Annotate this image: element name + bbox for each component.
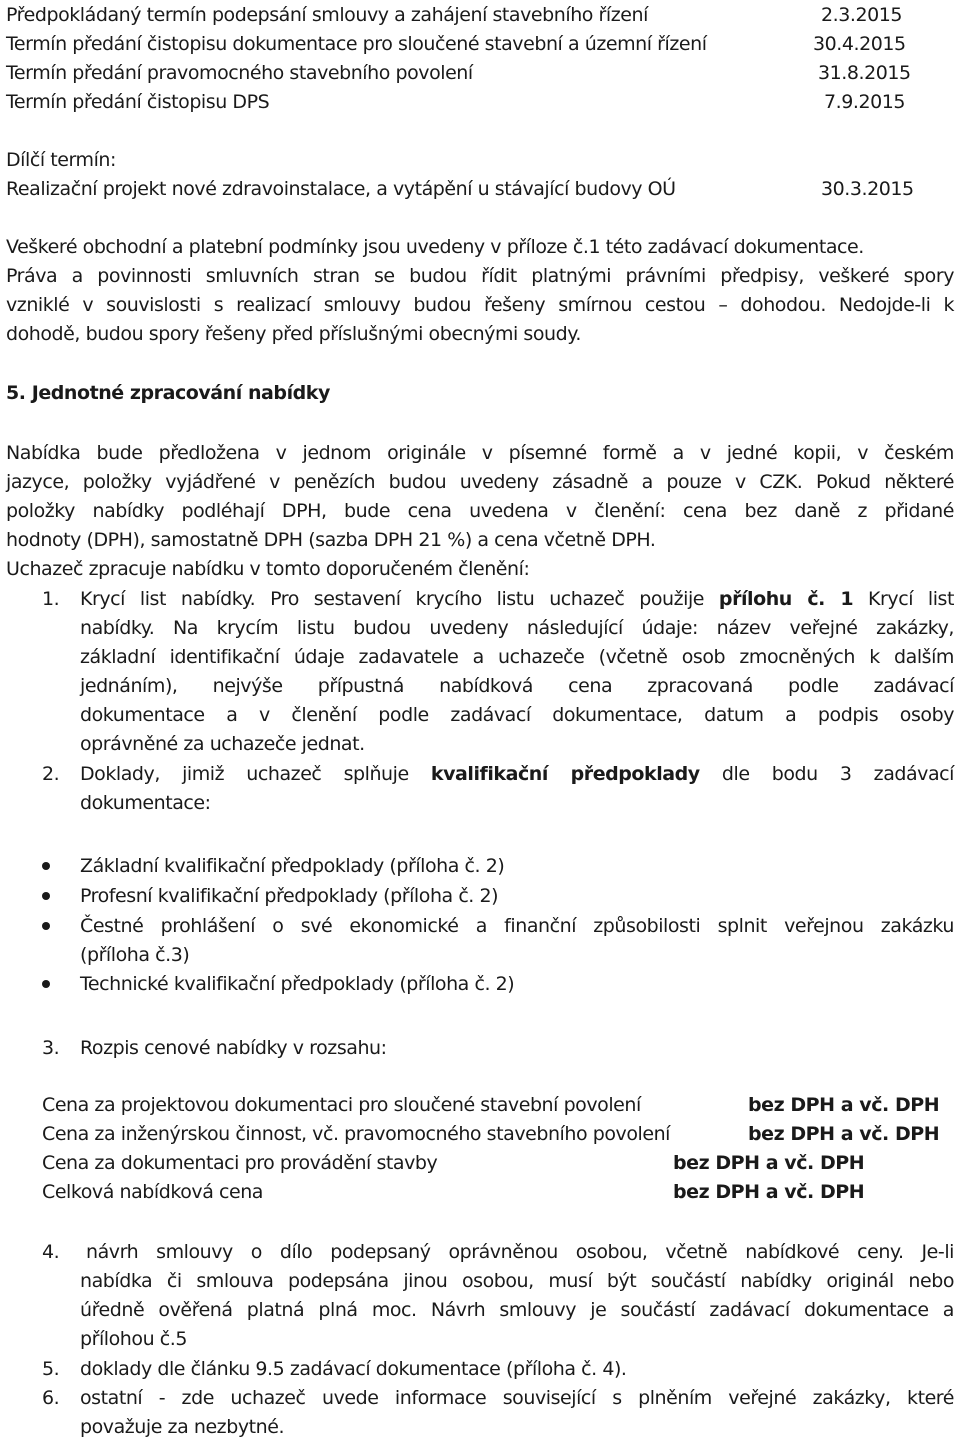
price-label: Cena za projektovou dokumentaci pro sloučené stavební povolení xyxy=(42,1094,641,1116)
item-text: Krycí list xyxy=(868,588,955,610)
bullet-item: (příloha č.3) xyxy=(80,944,190,966)
section-heading: 5. Jednotné zpracování nabídky xyxy=(6,382,330,404)
price-label: Cena za inženýrskou činnost, vč. pravomocného stavebního povolení xyxy=(42,1123,670,1145)
item-text: Krycí list nabídky. Pro sestavení krycího listu uchazeč použije xyxy=(80,588,705,610)
conditions-line: vzniklé v souvislosti s realizací smlouvy budou řešeny smírnou cestou – dohodou. Nedojde-li k xyxy=(6,294,954,316)
list-item-line: úředně ověřená platná plná moc. Návrh smlouvy je součástí zadávací dokumentace a xyxy=(80,1299,954,1321)
bullet-icon xyxy=(42,922,50,930)
list-item-line: ostatní - zde uchazeč uvede informace související s plněním veřejné zakázky, které xyxy=(80,1387,954,1409)
partial-heading: Dílčí termín: xyxy=(6,149,116,171)
list-item-line xyxy=(80,587,954,611)
term-date: 7.9.2015 xyxy=(824,91,906,113)
list-item-line: nabídka či smlouva podepsána jinou osobou, musí být součástí nabídky originál nebo xyxy=(80,1270,954,1292)
conditions-line: Práva a povinnosti smluvních stran se budou řídit platnými právními předpisy, veškeré spory xyxy=(6,265,954,287)
item-text: dle bodu 3 zadávací xyxy=(721,763,954,785)
bullet-icon xyxy=(42,892,50,900)
term-date: 2.3.2015 xyxy=(821,4,903,26)
term-label: Termín předání čistopisu DPS xyxy=(6,91,270,113)
price-value: bez DPH a vč. DPH xyxy=(673,1181,865,1203)
paragraph-line: položky nabídky podléhají DPH, bude cena uvedena v členění: cena bez daně z přidané xyxy=(6,500,954,522)
list-item-line: dokumentace a v členění podle zadávací dokumentace, datum a podpis osoby xyxy=(80,704,954,726)
term-label: Předpokládaný termín podepsání smlouvy a zahájení stavebního řízení xyxy=(6,4,648,26)
list-number: 4. xyxy=(42,1241,60,1263)
bullet-icon xyxy=(42,862,50,870)
paragraph-line: Uchazeč zpracuje nabídku v tomto doporučeném členění: xyxy=(6,558,530,580)
conditions-line: Veškeré obchodní a platební podmínky jsou uvedeny v příloze č.1 této zadávací dokumentace. xyxy=(6,236,864,258)
list-number: 2. xyxy=(42,763,60,785)
price-value: bez DPH a vč. DPH xyxy=(748,1094,940,1116)
term-date: 31.8.2015 xyxy=(818,62,911,84)
term-label: Termín předání čistopisu dokumentace pro sloučené stavební a územní řízení xyxy=(6,33,707,55)
bullet-item: Technické kvalifikační předpoklady (příloha č. 2) xyxy=(80,973,515,995)
term-date: 30.4.2015 xyxy=(813,33,906,55)
list-item-line: přílohou č.5 xyxy=(80,1328,187,1350)
price-value: bez DPH a vč. DPH xyxy=(748,1123,940,1145)
price-label: Cena za dokumentaci pro provádění stavby xyxy=(42,1152,438,1174)
partial-label: Realizační projekt nové zdravoinstalace, a vytápění u stávající budovy OÚ xyxy=(6,178,676,200)
attachment-ref: přílohu č. 1 xyxy=(718,588,854,610)
list-item-line: doklady dle článku 9.5 zadávací dokumentace (příloha č. 4). xyxy=(80,1358,627,1380)
qualification-ref: kvalifikační předpoklady xyxy=(430,763,700,785)
list-item-line: jednáním), nejvýše přípustná nabídková cena zpracovaná podle zadávací xyxy=(80,675,954,697)
term-label: Termín předání pravomocného stavebního povolení xyxy=(6,62,473,84)
partial-date: 30.3.2015 xyxy=(821,178,914,200)
list-number: 5. xyxy=(42,1358,60,1380)
paragraph-line: hodnoty (DPH), samostatně DPH (sazba DPH 21 %) a cena včetně DPH. xyxy=(6,529,656,551)
bullet-item: Profesní kvalifikační předpoklady (příloha č. 2) xyxy=(80,885,499,907)
list-number: 1. xyxy=(42,588,60,610)
list-number: 3. xyxy=(42,1037,60,1059)
list-item-line: návrh smlouvy o dílo podepsaný oprávněnou osobou, včetně nabídkové ceny. Je-li xyxy=(86,1241,954,1263)
conditions-line: dohodě, budou spory řešeny před příslušnými obecnými soudy. xyxy=(6,323,581,345)
price-value: bez DPH a vč. DPH xyxy=(673,1152,865,1174)
list-item-line: základní identifikační údaje zadavatele a uchazeče (včetně osob zmocněných k dalším xyxy=(80,646,954,668)
list-item-line: Rozpis cenové nabídky v rozsahu: xyxy=(80,1037,387,1059)
list-item-line: nabídky. Na krycím listu budou uvedeny následující údaje: název veřejné zakázky, xyxy=(80,617,954,639)
paragraph-line: jazyce, položky vyjádřené v penězích budou uvedeny zásadně a pouze v CZK. Pokud některé xyxy=(6,471,954,493)
item-text: Doklady, jimiž uchazeč splňuje xyxy=(80,763,409,785)
paragraph-line: Nabídka bude předložena v jednom originále v písemné formě a v jedné kopii, v českém xyxy=(6,442,954,464)
list-item-line: považuje za nezbytné. xyxy=(80,1416,285,1438)
bullet-item: Čestné prohlášení o své ekonomické a finanční způsobilosti splnit veřejnou zakázku xyxy=(80,915,954,937)
list-item-line xyxy=(80,762,954,786)
list-item-line: oprávněné za uchazeče jednat. xyxy=(80,733,365,755)
bullet-item: Základní kvalifikační předpoklady (příloha č. 2) xyxy=(80,855,505,877)
price-label: Celková nabídková cena xyxy=(42,1181,263,1203)
list-number: 6. xyxy=(42,1387,60,1409)
bullet-icon xyxy=(42,980,50,988)
list-item-line: dokumentace: xyxy=(80,792,211,814)
